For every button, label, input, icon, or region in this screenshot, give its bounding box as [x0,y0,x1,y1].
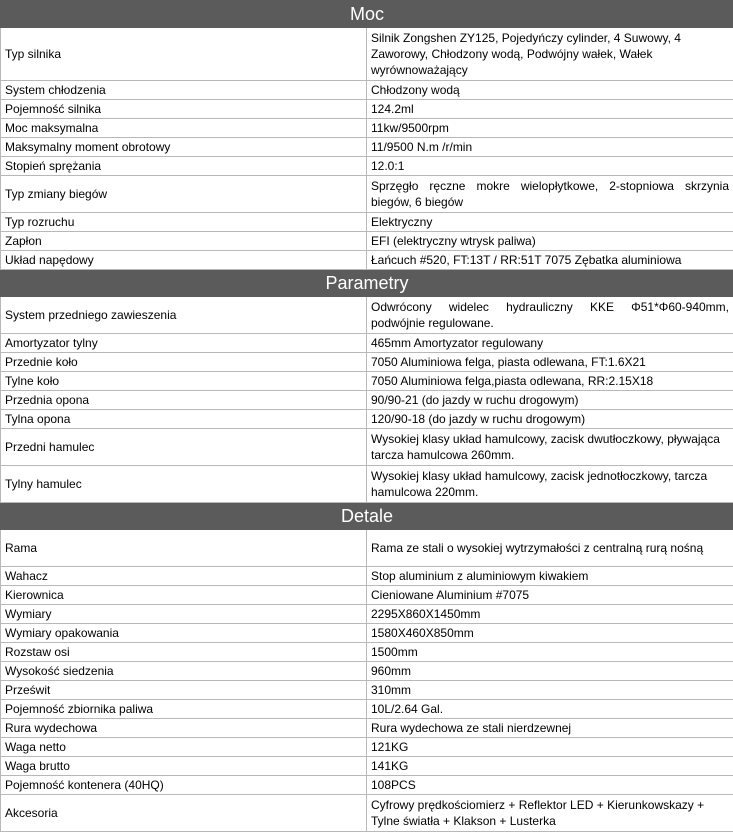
row-value: 10L/2.64 Gal. [367,700,733,719]
table-row [1,391,733,410]
table-row [1,410,733,429]
row-value: Elektryczny [367,213,733,232]
row-value: Cyfrowy prędkościomierz + Reflektor LED + Kierunkowskazy + Tylne światła + Klakson + Lusterka [367,795,733,832]
table-row [1,662,733,681]
table-row [1,297,733,334]
table-row [1,372,733,391]
row-value: 90/90-21 (do jazdy w ruchu drogowym) [367,391,733,410]
table-row [1,605,733,624]
table-row [1,81,733,100]
row-label: Waga brutto [1,757,367,776]
row-label: System przedniego zawieszenia [1,297,367,334]
row-value: 120/90-18 (do jazdy w ruchu drogowym) [367,410,733,429]
row-label: Przedni hamulec [1,429,367,466]
section-title: Parametry [1,270,733,297]
row-label: Wahacz [1,567,367,586]
row-label: Prześwit [1,681,367,700]
row-value: 12.0:1 [367,157,733,176]
row-value: Łańcuch #520, FT:13T / RR:51T 7075 Zębatka aluminiowa [367,251,733,270]
row-label: Tylne koło [1,372,367,391]
row-value: 1500mm [367,643,733,662]
section-header-detale [1,503,733,530]
row-label: Typ rozruchu [1,213,367,232]
row-label: Pojemność kontenera (40HQ) [1,776,367,795]
table-row [1,28,733,81]
row-label: Układ napędowy [1,251,367,270]
row-label: Typ silnika [1,28,367,81]
row-value: EFI (elektryczny wtrysk paliwa) [367,232,733,251]
row-label: Amortyzator tylny [1,334,367,353]
table-row [1,353,733,372]
row-value: 124.2ml [367,100,733,119]
row-value: Cieniowane Aluminium #7075 [367,586,733,605]
row-label: Stopień sprężania [1,157,367,176]
row-value: Silnik Zongshen ZY125, Pojedyńczy cylinder, 4 Suwowy, 4 Zaworowy, Chłodzony wodą, Podwójny wałek, Wałek wyrównoważający [367,28,733,81]
row-value: Wysokiej klasy układ hamulcowy, zacisk dwutłoczkowy, pływająca tarcza hamulcowa 260mm. [367,429,733,466]
row-value: 7050 Aluminiowa felga, piasta odlewana, FT:1.6X21 [367,353,733,372]
table-row [1,719,733,738]
row-value: 121KG [367,738,733,757]
row-value: 2295X860X1450mm [367,605,733,624]
table-row [1,567,733,586]
row-value: 7050 Aluminiowa felga,piasta odlewana, RR:2.15X18 [367,372,733,391]
row-value: Odwrócony widelec hydrauliczny KKE Φ51*Φ60-940mm, podwójnie regulowane. [367,297,733,334]
table-row [1,776,733,795]
table-row [1,466,733,503]
table-row [1,757,733,776]
row-label: Przednie koło [1,353,367,372]
section-title: Moc [1,1,733,28]
table-row [1,624,733,643]
row-label: Wymiary [1,605,367,624]
table-row [1,530,733,567]
row-value: 465mm Amortyzator regulowany [367,334,733,353]
row-value: 141KG [367,757,733,776]
row-label: Przednia opona [1,391,367,410]
row-label: Akcesoria [1,795,367,832]
row-value: Rura wydechowa ze stali nierdzewnej [367,719,733,738]
row-label: Pojemność zbiornika paliwa [1,700,367,719]
table-row [1,681,733,700]
row-value: 11/9500 N.m /r/min [367,138,733,157]
row-value: 11kw/9500rpm [367,119,733,138]
row-value: 108PCS [367,776,733,795]
row-value: Wysokiej klasy układ hamulcowy, zacisk jednotłoczkowy, tarcza hamulcowa 220mm. [367,466,733,503]
table-row [1,119,733,138]
table-row [1,100,733,119]
section-title: Detale [1,503,733,530]
row-value: Chłodzony wodą [367,81,733,100]
row-value: Rama ze stali o wysokiej wytrzymałości z centralną rurą nośną [367,530,733,567]
row-label: Rozstaw osi [1,643,367,662]
table-row [1,251,733,270]
row-label: Moc maksymalna [1,119,367,138]
row-value: 960mm [367,662,733,681]
row-value: Stop aluminium z aluminiowym kiwakiem [367,567,733,586]
row-label: Kierownica [1,586,367,605]
row-value: 1580X460X850mm [367,624,733,643]
row-label: Waga netto [1,738,367,757]
table-row [1,213,733,232]
table-row [1,738,733,757]
table-row [1,334,733,353]
table-row [1,795,733,832]
table-row [1,643,733,662]
row-label: Tylny hamulec [1,466,367,503]
row-label: Pojemność silnika [1,100,367,119]
table-row [1,232,733,251]
section-header-moc [1,1,733,28]
row-value: Sprzęgło ręczne mokre wielopłytkowe, 2-stopniowa skrzynia biegów, 6 biegów [367,176,733,213]
table-row [1,700,733,719]
row-label: Wymiary opakowania [1,624,367,643]
table-row [1,138,733,157]
row-value: 310mm [367,681,733,700]
row-label: Rama [1,530,367,567]
row-label: Wysokość siedzenia [1,662,367,681]
table-row [1,157,733,176]
row-label: Maksymalny moment obrotowy [1,138,367,157]
row-label: System chłodzenia [1,81,367,100]
table-row [1,429,733,466]
row-label: Zapłon [1,232,367,251]
table-row [1,586,733,605]
row-label: Rura wydechowa [1,719,367,738]
row-label: Tylna opona [1,410,367,429]
section-header-parametry [1,270,733,297]
row-label: Typ zmiany biegów [1,176,367,213]
table-row [1,176,733,213]
